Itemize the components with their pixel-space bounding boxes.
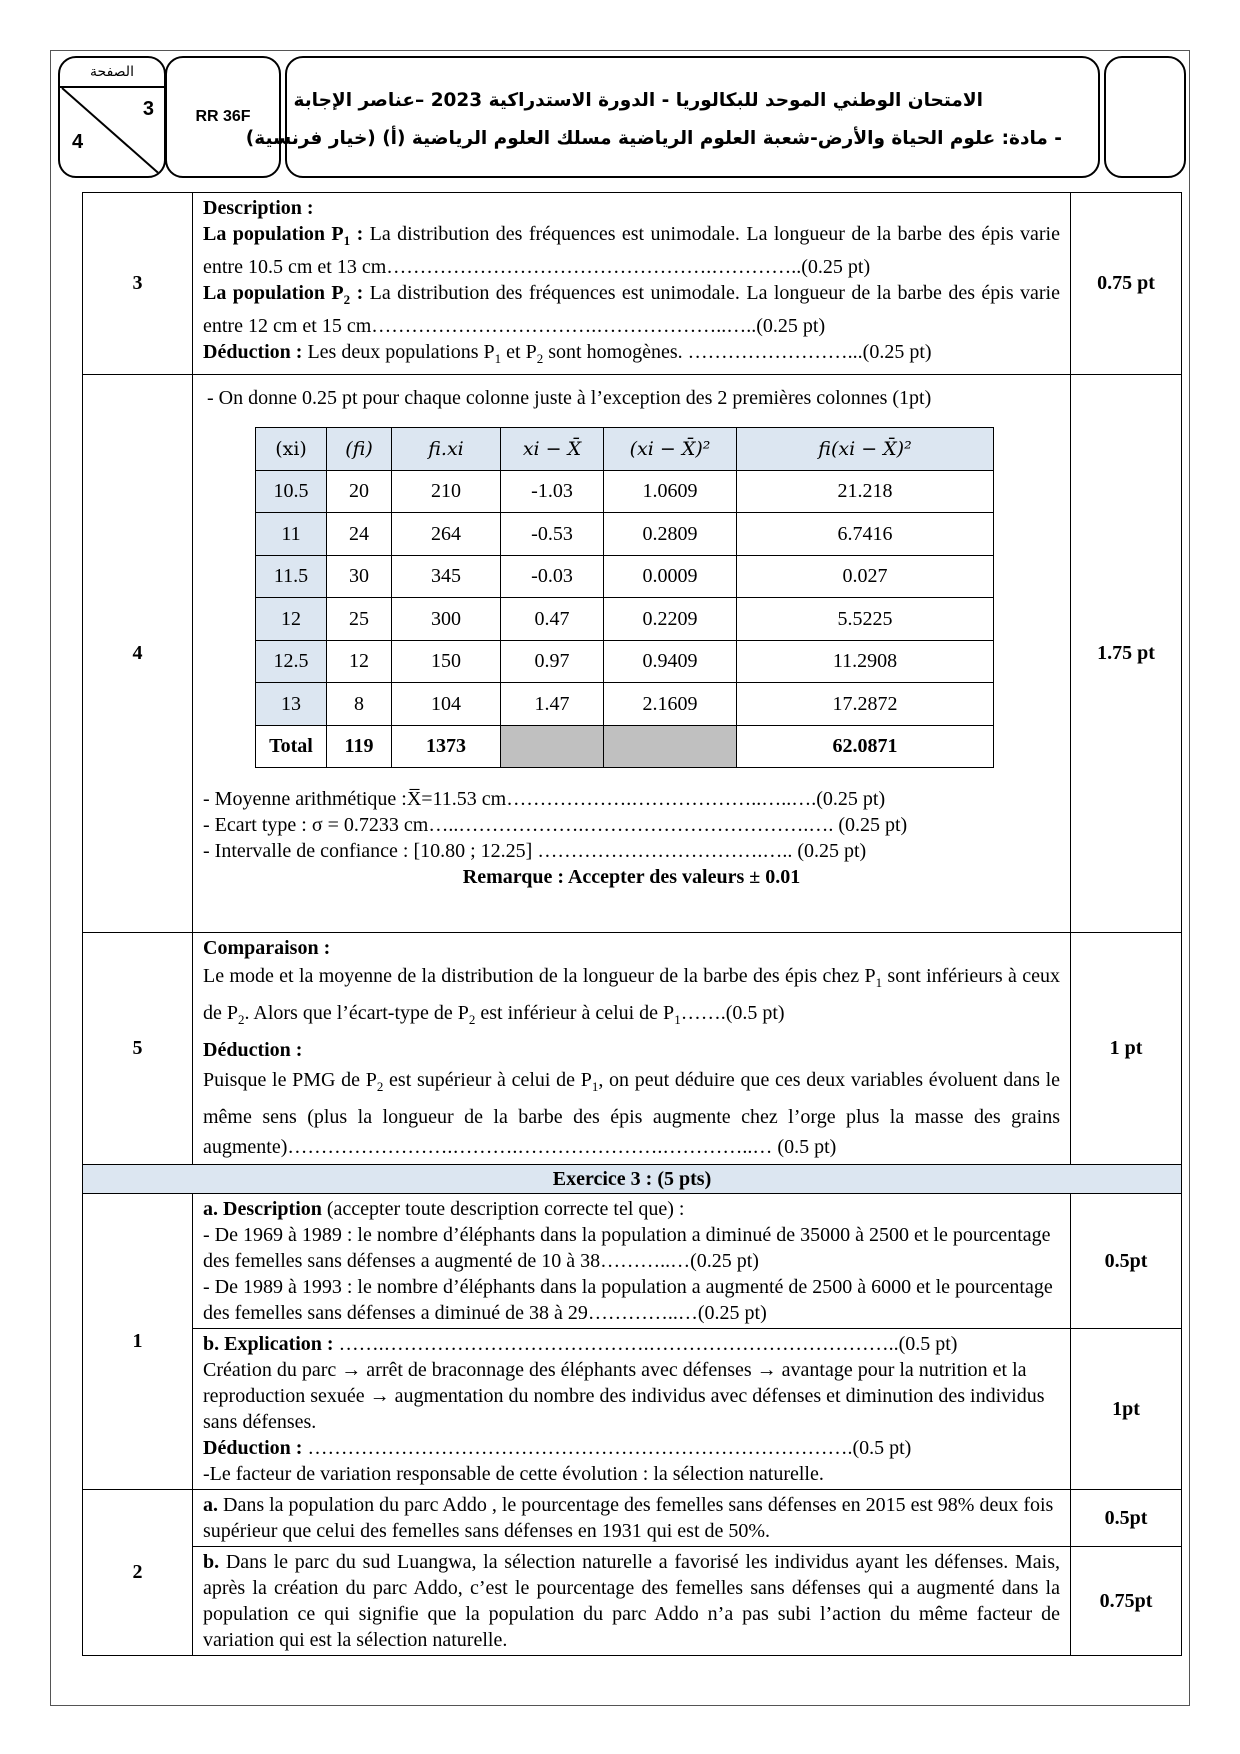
table-cell: 30 <box>327 555 392 598</box>
total-fi: 119 <box>327 725 392 768</box>
table-cell: 0.2809 <box>604 513 737 556</box>
ex3-q2a-answer <box>193 1490 1071 1547</box>
comparison-label: Comparaison : <box>203 937 331 959</box>
header-weighted-deviation-squared: fi(xi − X̄)² <box>737 428 994 471</box>
table-cell: 0.47 <box>501 598 604 641</box>
page-number-box <box>58 56 166 178</box>
table-cell: -1.03 <box>501 470 604 513</box>
ex3-question-1b-row <box>83 1329 1182 1490</box>
table-cell: 20 <box>327 470 392 513</box>
table-cell: 345 <box>392 555 501 598</box>
table-cell: 6.7416 <box>737 513 994 556</box>
table-row <box>256 598 994 641</box>
exam-title-box <box>245 56 1100 178</box>
question-points: 1.75 pt <box>1071 375 1182 933</box>
description-intro: a. Description (accepter toute description correcte tel que) : <box>203 1198 685 1220</box>
answer-text: a. Dans la population du parc Addo , le pourcentage des femelles sans défenses en 2015 est 98% deux fois supérieur que celui des femelles sans défenses en 1931 qui est de 50%. <box>203 1494 1054 1542</box>
deduction-label: Déduction : <box>203 1039 303 1061</box>
confidence-interval: - Intervalle de confiance : [10.80 ; 12.25] …………………………….….. (0.25 pt) <box>203 840 867 862</box>
table-cell: 1.0609 <box>604 470 737 513</box>
table-cell: 21.218 <box>737 470 994 513</box>
description-label: Description : <box>203 197 314 219</box>
ex3-question-2b-row <box>83 1547 1182 1656</box>
answer-text: b. Dans le parc du sud Luangwa, la sélection naturelle a favorisé les individus ayant les défenses. Mais, après la création du parc Addo, c’est le pourcentage des femelles sans défenses qui a augmenté dans la population ce qui signifie que la population du parc Addo n’a pas subi l’action du même facteur de variation qui est la sélection naturelle. <box>203 1551 1060 1651</box>
deduction-text: Puisque le PMG de $P_2$ est supérieur à celui de $P_1$, on peut déduire que ces deux variables évoluent dans le même sens (plus la longueur de la barbe des épis augmente chez l’orge plus la masse des grains augmente)…………………….……….………………….…………..… (0.5 pt) <box>203 1069 1061 1158</box>
table-cell: 24 <box>327 513 392 556</box>
table-cell: 12.5 <box>256 640 327 683</box>
explication-text: Création du parc → arrêt de braconnage des éléphants avec défenses → avantage pour la nutrition et la reproduction sexuée → augmentation du nombre des individus avec défenses et diminution des individus sans défenses. <box>203 1359 1045 1433</box>
total-fixi: 1373 <box>392 725 501 768</box>
question-number: 1 <box>83 1194 193 1490</box>
table-cell: 10.5 <box>256 470 327 513</box>
exam-code: RR 36F <box>165 56 281 178</box>
population-p2: La population $P_2$ : La distribution des fréquences est unimodale. La longueur de la barbe des épis varie entre 12 cm et 15 cm…………………………….………………..…..(0.25 pt) <box>203 282 1060 337</box>
header-deviation-squared: (xi − X̄)² <box>604 428 737 471</box>
total-weighted: 62.0871 <box>737 725 994 768</box>
question-points: 1pt <box>1071 1329 1182 1490</box>
question-number: 4 <box>83 375 193 933</box>
ex3-q1b-answer <box>193 1329 1071 1490</box>
question-number: 3 <box>83 193 193 375</box>
deduction: Déduction : Les deux populations $P_1$ et $P_2$ sont homogènes. ……………………...(0.25 pt) <box>203 341 932 366</box>
table-row <box>256 513 994 556</box>
description-line-2: - De 1989 à 1993 : le nombre d’éléphants dans la population a augmenté de 2500 à 6000 et le pourcentage des femelles sans défenses a diminué de 38 à 29…………..…(0.25 pt) <box>203 1276 1053 1324</box>
ex3-question-1a-row <box>83 1194 1182 1329</box>
arithmetic-mean: - Moyenne arithmétique :X̅=11.53 cm……………….………………..…..….(0.25 pt) <box>203 788 886 810</box>
question-points: 1 pt <box>1071 933 1182 1165</box>
ex3-question-2a-row <box>83 1490 1182 1547</box>
population-p1: La population $P_1$ : La distribution des fréquences est unimodale. La longueur de la barbe des épis varie entre 10.5 cm et 13 cm………………………………………….…………..(0.25 pt) <box>203 223 1060 278</box>
table-header-row <box>256 428 994 471</box>
table-cell: 264 <box>392 513 501 556</box>
question-number: 2 <box>83 1490 193 1656</box>
ex3-q2b-answer <box>193 1547 1071 1656</box>
table-cell: 0.0009 <box>604 555 737 598</box>
question-3-row <box>83 193 1182 375</box>
question-4-answer <box>193 375 1071 933</box>
statistics-table <box>255 427 994 768</box>
table-cell: 104 <box>392 683 501 726</box>
exam-title-line2: - مادة: علوم الحياة والأرض-شعبة العلوم الرياضية مسلك العلوم الرياضية (أ) (خيار فرنسية) <box>245 128 1062 149</box>
grading-note: - On donne 0.25 pt pour chaque colonne juste à l’exception des 2 premières colonnes (1pt) <box>207 387 932 409</box>
exam-title-line1: الامتحان الوطني الموحد للبكالوريا - الدورة الاستدراكية 2023 –عناصر الإجابة <box>293 90 983 111</box>
total-empty-cell <box>604 725 737 768</box>
comparison-text: Le mode et la moyenne de la distribution de la longueur de la barbe des épis chez $P_1$ sont inférieurs à ceux de $P_2$. Alors que l’écart-type de $P_2$ est inférieur à celui de $P_1\dots\dots.(0.5$ pt) <box>203 965 1060 1027</box>
table-cell: 2.1609 <box>604 683 737 726</box>
question-points: 0.75 pt <box>1071 193 1182 375</box>
question-number: 5 <box>83 933 193 1165</box>
table-cell: 5.5225 <box>737 598 994 641</box>
question-3-answer <box>193 193 1071 375</box>
table-cell: 0.97 <box>501 640 604 683</box>
question-points: 0.75pt <box>1071 1547 1182 1656</box>
answer-grid <box>82 192 1182 1656</box>
header-fixi: fi.xi <box>392 428 501 471</box>
table-row <box>256 470 994 513</box>
question-points: 0.5pt <box>1071 1490 1182 1547</box>
question-5-answer <box>193 933 1071 1165</box>
table-row <box>256 640 994 683</box>
table-cell: 17.2872 <box>737 683 994 726</box>
table-cell: 300 <box>392 598 501 641</box>
ex3-q1a-answer <box>193 1194 1071 1329</box>
page-label: الصفحة <box>60 58 164 88</box>
page-number: 3 <box>142 98 154 120</box>
table-cell: 11.2908 <box>737 640 994 683</box>
standard-deviation: - Ecart type : σ = 0.7233 cm…..……………….…………………………….…. (0.25 pt) <box>203 814 908 836</box>
grade-box <box>1104 56 1186 178</box>
exercise-3-header <box>83 1165 1182 1194</box>
total-label: Total <box>256 725 327 768</box>
remark: Remarque : Accepter des valeurs ± 0.01 <box>462 866 801 888</box>
description-line-1: - De 1969 à 1989 : le nombre d’éléphants dans la population a diminué de 35000 à 2500 et le pourcentage des femelles sans défenses a augmenté de 10 à 38………..…(0.25 pt) <box>203 1224 1051 1272</box>
header-deviation: xi − X̄ <box>501 428 604 471</box>
table-cell: 11.5 <box>256 555 327 598</box>
table-cell: -0.53 <box>501 513 604 556</box>
table-cell: 13 <box>256 683 327 726</box>
deduction-text: -Le facteur de variation responsable de cette évolution : la sélection naturelle. <box>203 1463 824 1485</box>
deduction-label: Déduction : ……………………………………………………………………….(0.5 pt) <box>203 1437 912 1459</box>
question-4-row <box>83 375 1182 933</box>
header-xi: (xi) <box>256 428 327 471</box>
page-total: 4 <box>72 131 84 153</box>
table-cell: 150 <box>392 640 501 683</box>
table-cell: 12 <box>327 640 392 683</box>
exercise-title: Exercice 3 : (5 pts) <box>83 1165 1182 1194</box>
table-cell: 25 <box>327 598 392 641</box>
explication-label: b. Explication : …….………………………………….………………………………..(0.5 pt) <box>203 1333 958 1355</box>
header-fi: (fi) <box>327 428 392 471</box>
table-cell: 8 <box>327 683 392 726</box>
table-cell: 0.9409 <box>604 640 737 683</box>
table-cell: 1.47 <box>501 683 604 726</box>
table-cell: -0.03 <box>501 555 604 598</box>
table-row <box>256 555 994 598</box>
table-cell: 210 <box>392 470 501 513</box>
question-points: 0.5pt <box>1071 1194 1182 1329</box>
question-5-row <box>83 933 1182 1165</box>
total-empty-cell <box>501 725 604 768</box>
table-row <box>256 683 994 726</box>
table-cell: 0.2209 <box>604 598 737 641</box>
table-cell: 0.027 <box>737 555 994 598</box>
table-total-row <box>256 725 994 768</box>
table-cell: 11 <box>256 513 327 556</box>
table-cell: 12 <box>256 598 327 641</box>
